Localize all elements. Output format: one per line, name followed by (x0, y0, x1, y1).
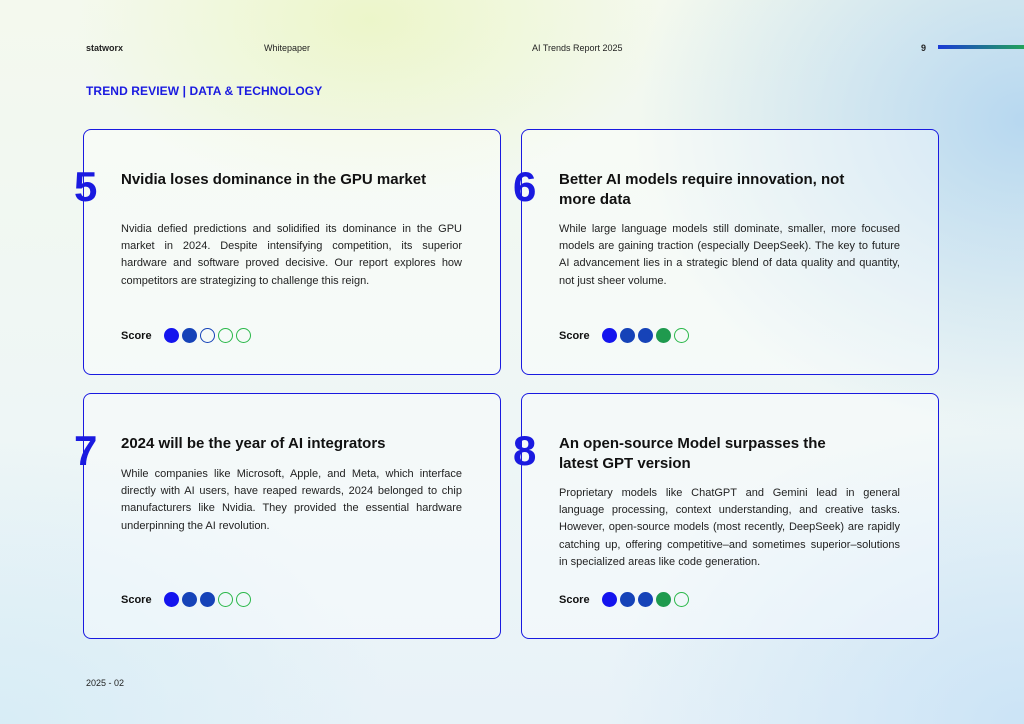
score-dot-empty (218, 592, 233, 607)
score-dot-filled (638, 592, 653, 607)
score-dots (602, 328, 689, 343)
score-dot-empty (236, 592, 251, 607)
footer-date: 2025 - 02 (86, 678, 125, 688)
report-title: AI Trends Report 2025 (532, 43, 623, 53)
score-dot-empty (236, 328, 251, 343)
section-title: TREND REVIEW | DATA & TECHNOLOGY (86, 84, 323, 98)
score-dot-filled (182, 592, 197, 607)
trend-card-6 (513, 129, 939, 375)
header-accent-bar (938, 45, 1024, 49)
score-dot-filled (656, 328, 671, 343)
trend-title: An open-source Model surpasses the latest GPT version (559, 435, 826, 472)
brand-name: statworx (86, 43, 124, 53)
score-label: Score (121, 329, 152, 342)
score-dot-filled (200, 592, 215, 607)
score-dot-empty (200, 328, 215, 343)
score-rating (559, 328, 689, 343)
document-type: Whitepaper (264, 43, 311, 53)
score-dot-filled (656, 592, 671, 607)
trend-body: While companies like Microsoft, Apple, and Meta, which interface directly with AI users, have reaped rewards, 2024 belonged to chip manufacturers like Nvidia. They provided the essential hardware underpinning the AI revolution. (121, 468, 462, 532)
score-dot-filled (620, 328, 635, 343)
trend-number: 8 (513, 427, 537, 474)
score-dot-empty (674, 592, 689, 607)
trend-title: Nvidia loses dominance in the GPU market (121, 171, 427, 188)
score-dot-filled (164, 328, 179, 343)
score-dot-filled (602, 592, 617, 607)
score-dot-filled (164, 592, 179, 607)
trend-number: 7 (74, 427, 98, 474)
page-number: 9 (921, 43, 927, 53)
trend-body: While large language models still dominate, smaller, more focused models are gaining traction (especially DeepSeek). The key to future AI advancement lies in a strategic blend of data quality and quantity, not just sheer volume. (559, 223, 900, 287)
score-rating (121, 592, 251, 607)
score-dots (602, 592, 689, 607)
trend-body: Nvidia defied predictions and solidified its dominance in the GPU market in 2024. Despite intensifying competition, its superior hardware and software proved decisive. Our report explores how competitors are strategizing to challenge this reign. (121, 223, 462, 287)
score-dot-filled (620, 592, 635, 607)
score-label: Score (121, 593, 152, 606)
trend-title: Better AI models require innovation, not more data (559, 171, 845, 208)
score-dot-filled (638, 328, 653, 343)
score-label: Score (559, 329, 590, 342)
trend-card-7 (74, 393, 501, 639)
score-dot-filled (602, 328, 617, 343)
score-dot-filled (182, 328, 197, 343)
trend-card-8 (513, 393, 939, 639)
score-dot-empty (218, 328, 233, 343)
trend-title: 2024 will be the year of AI integrators (121, 435, 386, 452)
score-rating (121, 328, 251, 343)
score-dot-empty (674, 328, 689, 343)
score-dots (164, 592, 251, 607)
trend-body: Proprietary models like ChatGPT and Gemini lead in general language processing, context understanding, and creative tasks. However, open-source models (most recently, DeepSeek) are rapidly catching up, offering competitive–and sometimes superior–solutions in specialized areas like code generation. (559, 487, 900, 568)
trend-card-5 (74, 129, 501, 375)
trend-number: 5 (74, 163, 98, 210)
trend-number: 6 (513, 163, 537, 210)
score-rating (559, 592, 689, 607)
score-dots (164, 328, 251, 343)
score-label: Score (559, 593, 590, 606)
